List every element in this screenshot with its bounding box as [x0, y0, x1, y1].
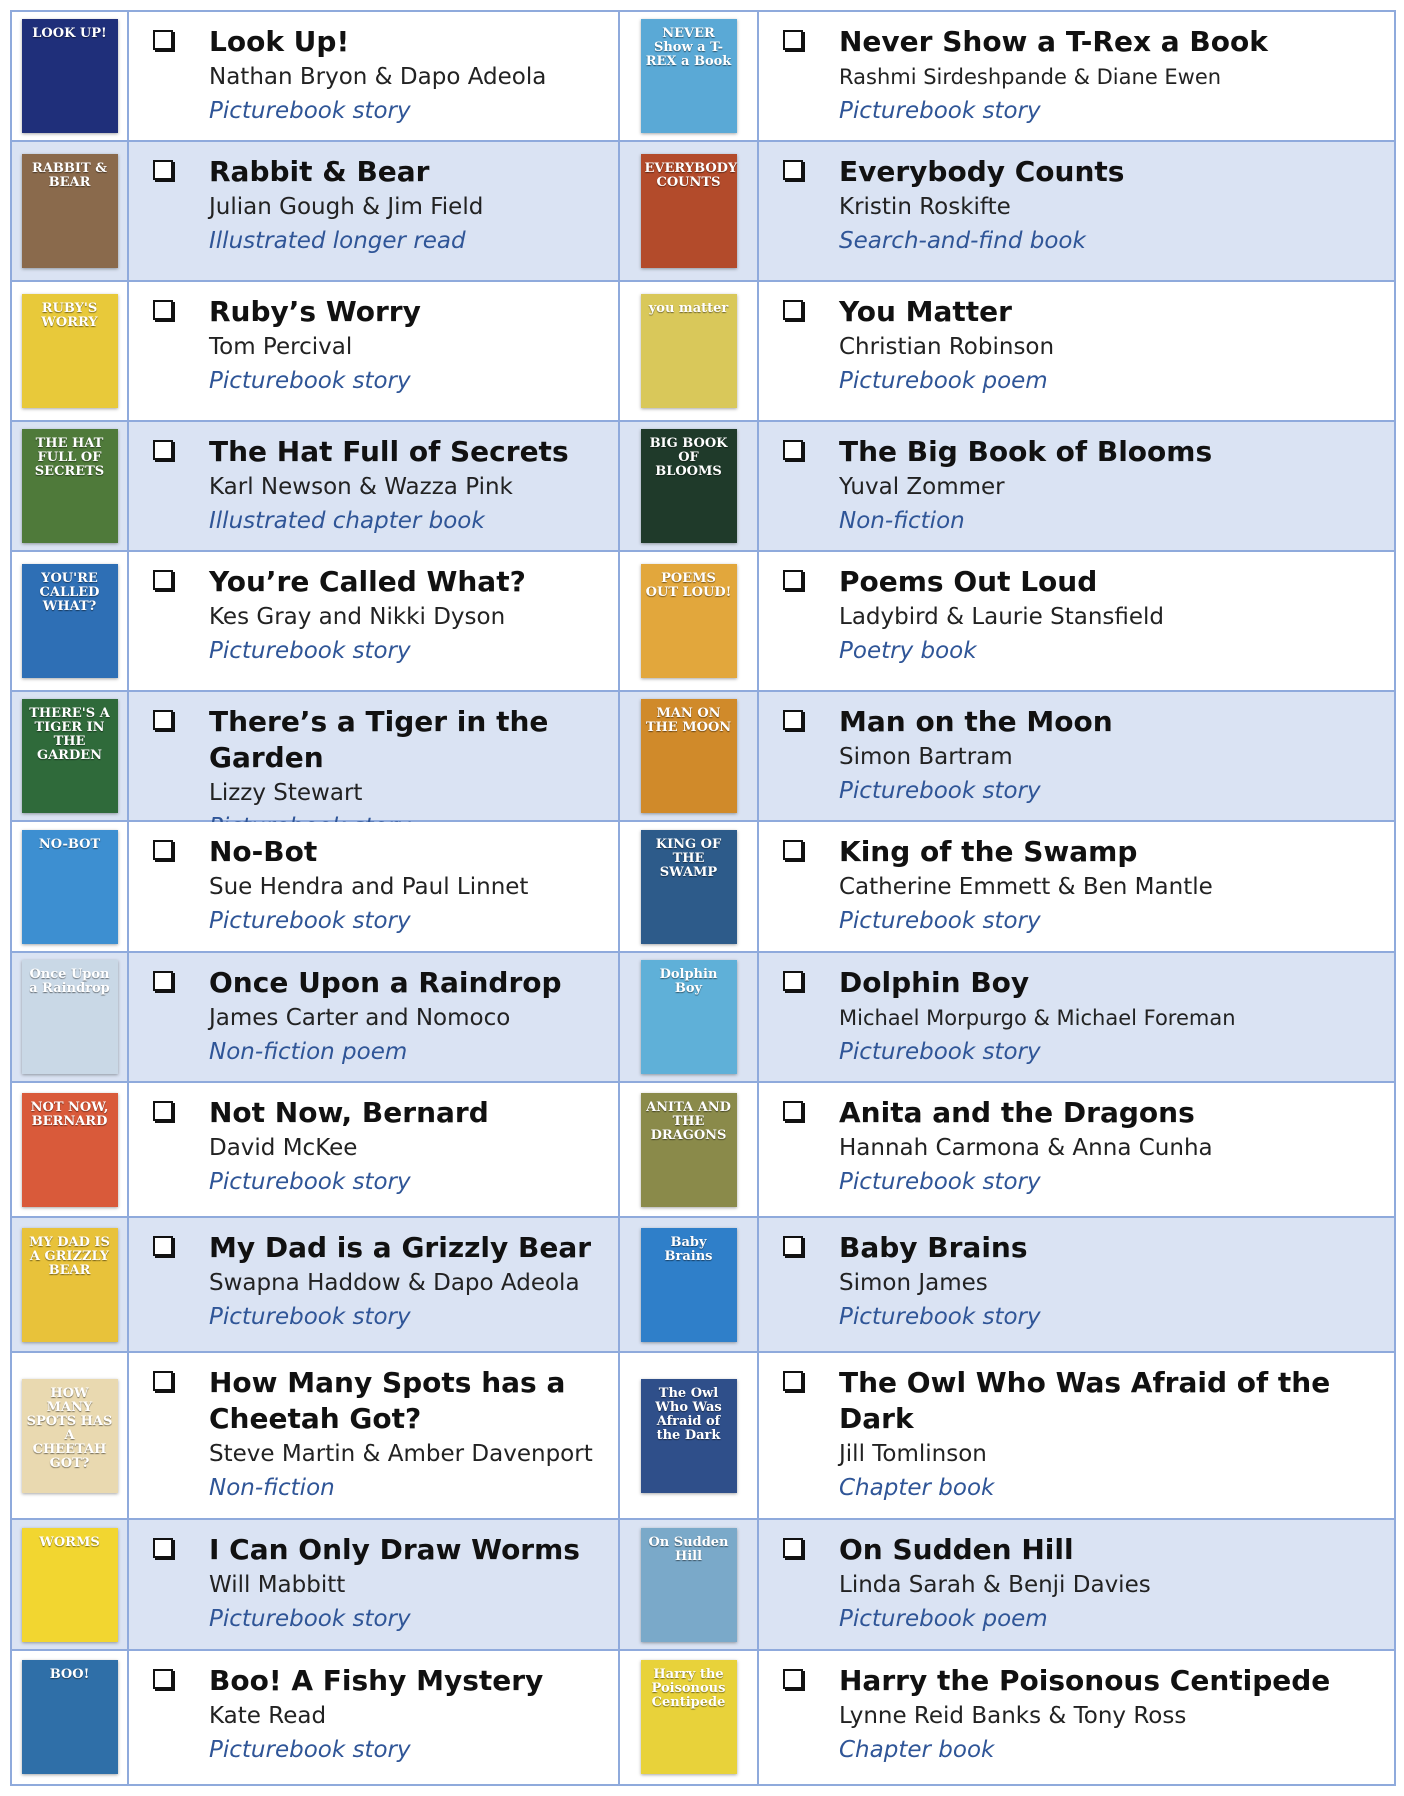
book-title: Never Show a T-Rex a Book [839, 25, 1268, 58]
book-cover-image [22, 699, 118, 813]
book-checkbox[interactable] [153, 440, 173, 460]
book-info-cell [128, 421, 619, 551]
book-cover-title: The Owl Who Was Afraid of the Dark [655, 1385, 722, 1443]
book-info-cell [128, 281, 619, 421]
book-author: Julian Gough & Jim Field [209, 194, 484, 221]
book-info-cell [128, 11, 619, 141]
book-cover-title: RABBIT & BEAR [32, 161, 107, 191]
book-checkbox[interactable] [153, 1669, 173, 1689]
book-checkbox[interactable] [783, 160, 803, 180]
book-checkbox[interactable] [153, 1101, 173, 1121]
book-checkbox[interactable] [783, 1669, 803, 1689]
book-genre: Picturebook story [209, 98, 411, 124]
book-cover-cell [11, 1217, 128, 1352]
book-title: Anita and the Dragons [839, 1096, 1195, 1130]
book-cover-cell [619, 1082, 758, 1217]
book-checkbox[interactable] [783, 840, 803, 860]
book-info-cell [128, 551, 619, 691]
book-cover-image [641, 1228, 737, 1342]
book-title: On Sudden Hill [839, 1533, 1074, 1567]
book-details [209, 294, 608, 398]
book-cover-image [22, 1379, 118, 1493]
book-author: Christian Robinson [839, 334, 1055, 361]
book-cover-image [22, 830, 118, 944]
book-cover-image [22, 1093, 118, 1207]
book-details [209, 1532, 608, 1636]
book-row [11, 1217, 1395, 1352]
book-details [839, 564, 1384, 668]
book-author: James Carter and Nomoco [209, 1004, 511, 1031]
book-cover-image [641, 1093, 737, 1207]
book-cover-image [641, 19, 737, 133]
book-details [209, 24, 608, 128]
book-genre: Picturebook story [839, 1038, 1041, 1065]
book-cover-cell [11, 1352, 128, 1519]
book-cover-title: NEVER Show a T-REX a Book [645, 26, 732, 70]
book-genre: Non-fiction poem [209, 1038, 408, 1065]
book-title: The Hat Full of Secrets [209, 434, 569, 468]
book-title: There’s a Tiger in the Garden [209, 704, 549, 774]
book-checkbox[interactable] [783, 710, 803, 730]
book-cover-image [641, 699, 737, 813]
book-row [11, 551, 1395, 691]
book-details [839, 965, 1384, 1069]
book-title: Poems Out Loud [839, 565, 1098, 599]
book-title: The Big Book of Blooms [839, 434, 1213, 468]
book-info-cell [128, 1217, 619, 1352]
book-genre: Picturebook poem [839, 1606, 1048, 1633]
book-cover-cell [11, 11, 128, 141]
book-row [11, 1650, 1395, 1785]
book-author: Kristin Roskifte [839, 194, 1011, 221]
book-cover-cell [619, 551, 758, 691]
book-cover-cell [11, 1650, 128, 1785]
book-author: Simon James [839, 1270, 988, 1297]
book-title: How Many Spots has a Cheetah Got? [209, 1366, 566, 1436]
book-genre: Picturebook story [209, 908, 411, 935]
book-checkbox[interactable] [783, 570, 803, 590]
book-info-cell [758, 11, 1395, 141]
book-info-cell [758, 691, 1395, 821]
book-checkbox[interactable] [783, 1538, 803, 1558]
book-cover-image [641, 564, 737, 678]
book-author: Ladybird & Laurie Stansfield [839, 604, 1165, 631]
book-title: Everybody Counts [839, 155, 1125, 189]
book-cover-title: MAN ON THE MOON [645, 706, 732, 736]
book-details [839, 294, 1384, 398]
book-title: Dolphin Boy [839, 965, 1030, 999]
book-info-cell [128, 1352, 619, 1519]
book-genre: Picturebook story [839, 98, 1041, 124]
book-cover-image [22, 429, 118, 543]
book-genre: Picturebook story [839, 1304, 1041, 1331]
book-details [839, 1365, 1384, 1505]
book-author: Steve Martin & Amber Davenport [209, 1441, 593, 1468]
book-author: Linda Sarah & Benji Davies [839, 1572, 1151, 1599]
book-cover-image [641, 294, 737, 408]
book-info-cell [758, 1352, 1395, 1519]
book-genre: Non-fiction [839, 507, 965, 534]
book-cover-title: RUBY'S WORRY [41, 300, 98, 330]
book-details [839, 1095, 1384, 1199]
book-cover-cell [11, 141, 128, 281]
book-checkbox[interactable] [153, 160, 173, 180]
book-checkbox[interactable] [153, 710, 173, 730]
book-cover-image [22, 1660, 118, 1774]
book-info-cell [128, 1519, 619, 1649]
book-title: Boo! A Fishy Mystery [209, 1663, 544, 1697]
book-author: Jill Tomlinson [839, 1441, 987, 1468]
book-row [11, 1352, 1395, 1519]
book-genre: Chapter book [839, 1736, 995, 1763]
book-info-cell [128, 1650, 619, 1785]
book-title: I Can Only Draw Worms [209, 1533, 580, 1567]
book-cover-cell [11, 691, 128, 821]
book-details [209, 965, 608, 1069]
book-author: Rashmi Sirdeshpande & Diane Ewen [839, 65, 1222, 89]
book-genre: Picturebook story [839, 1169, 1041, 1196]
book-cover-image [641, 154, 737, 268]
book-info-cell [758, 421, 1395, 551]
book-checkbox[interactable] [783, 30, 803, 50]
book-cover-image [22, 294, 118, 408]
book-details [839, 834, 1384, 938]
book-cover-image [641, 1528, 737, 1642]
book-cover-title: you matter [648, 300, 729, 316]
book-row [11, 952, 1395, 1082]
book-details [209, 564, 608, 668]
book-cover-title: Once Upon a Raindrop [29, 966, 110, 996]
book-details [209, 834, 608, 938]
book-cover-title: LOOK UP! [32, 26, 107, 42]
book-cover-cell [619, 821, 758, 951]
book-author: Lizzy Stewart [209, 779, 363, 806]
book-title: King of the Swamp [839, 835, 1138, 869]
book-info-cell [758, 551, 1395, 691]
book-info-cell [128, 691, 619, 821]
book-details [209, 154, 608, 258]
book-cover-cell [619, 421, 758, 551]
book-cover-image [22, 1228, 118, 1342]
book-cover-cell [619, 691, 758, 821]
book-author: Simon Bartram [839, 743, 1013, 770]
book-checkbox[interactable] [783, 971, 803, 991]
book-author: Karl Newson & Wazza Pink [209, 473, 513, 500]
book-list-table [10, 10, 1396, 1786]
book-title: Rabbit & Bear [209, 155, 430, 189]
book-genre: Picturebook story [209, 1304, 411, 1331]
book-genre: Picturebook story [209, 368, 411, 395]
book-cover-image [641, 1660, 737, 1774]
book-cover-image [22, 154, 118, 268]
book-cover-image [641, 1379, 737, 1493]
book-cover-title: NO-BOT [38, 836, 101, 852]
book-cover-cell [619, 1217, 758, 1352]
book-row [11, 1519, 1395, 1649]
book-genre: Picturebook story [839, 777, 1041, 804]
book-title: My Dad is a Grizzly Bear [209, 1231, 592, 1265]
book-genre: Poetry book [839, 638, 977, 665]
book-cover-cell [11, 551, 128, 691]
book-details [839, 24, 1384, 128]
book-row [11, 281, 1395, 421]
book-cover-title: WORMS [39, 1534, 100, 1550]
book-title: Baby Brains [839, 1231, 1028, 1265]
book-genre: Picturebook story [209, 1736, 411, 1763]
book-checkbox[interactable] [153, 840, 173, 860]
book-details [209, 1095, 608, 1199]
book-author: David McKee [209, 1135, 358, 1162]
book-author: Tom Percival [209, 334, 353, 361]
book-row [11, 691, 1395, 821]
book-cover-title: BIG BOOK OF BLOOMS [649, 435, 728, 479]
book-author: Sue Hendra and Paul Linnet [209, 874, 529, 901]
book-cover-title: BOO! [49, 1667, 90, 1683]
book-title: Look Up! [209, 25, 350, 58]
book-cover-title: MY DAD IS A GRIZZLY BEAR [29, 1234, 110, 1278]
book-author: Kes Gray and Nikki Dyson [209, 604, 506, 631]
book-info-cell [128, 821, 619, 951]
book-cover-cell [11, 1082, 128, 1217]
book-info-cell [758, 952, 1395, 1082]
book-cover-title: THE HAT FULL OF SECRETS [34, 435, 105, 479]
book-cover-cell [11, 421, 128, 551]
book-checkbox[interactable] [153, 570, 173, 590]
book-cover-image [641, 830, 737, 944]
book-checkbox[interactable] [153, 1371, 173, 1391]
book-details [839, 434, 1384, 538]
book-list-body [11, 11, 1395, 1785]
book-details [839, 1532, 1384, 1636]
book-info-cell [758, 1519, 1395, 1649]
book-row [11, 141, 1395, 281]
book-title: Harry the Poisonous Centipede [839, 1663, 1331, 1697]
book-title: Not Now, Bernard [209, 1096, 489, 1130]
book-cover-image [22, 564, 118, 678]
book-title: No-Bot [209, 835, 318, 869]
book-cover-cell [619, 1352, 758, 1519]
book-title: Once Upon a Raindrop [209, 965, 562, 999]
book-author: Kate Read [209, 1702, 327, 1729]
book-cover-title: NOT NOW, BERNARD [30, 1099, 109, 1129]
book-genre: Picturebook poem [839, 368, 1048, 395]
book-cover-title: HOW MANY SPOTS HAS A CHEETAH GOT? [26, 1385, 113, 1471]
book-author: Yuval Zommer [839, 473, 1005, 500]
book-cover-cell [11, 281, 128, 421]
book-cover-title: On Sudden Hill [648, 1534, 729, 1564]
book-cover-cell [619, 141, 758, 281]
book-info-cell [758, 821, 1395, 951]
book-genre: Non-fiction [209, 1475, 335, 1502]
book-genre: Illustrated chapter book [209, 507, 485, 534]
book-cover-image [641, 960, 737, 1074]
book-author: Swapna Haddow & Dapo Adeola [209, 1270, 580, 1297]
book-details [209, 1230, 608, 1334]
book-checkbox[interactable] [153, 300, 173, 320]
book-row [11, 11, 1395, 141]
book-genre: Picturebook story [839, 908, 1041, 935]
book-author: Catherine Emmett & Ben Mantle [839, 874, 1213, 901]
book-checkbox[interactable] [783, 440, 803, 460]
book-details [839, 1230, 1384, 1334]
book-title: You Matter [839, 295, 1012, 329]
book-author: Michael Morpurgo & Michael Foreman [839, 1005, 1236, 1030]
book-row [11, 1082, 1395, 1217]
book-cover-image [22, 960, 118, 1074]
book-info-cell [758, 1082, 1395, 1217]
book-cover-image [22, 1528, 118, 1642]
book-cover-title: EVERYBODY COUNTS [644, 161, 738, 191]
book-info-cell [758, 1217, 1395, 1352]
book-cover-cell [11, 821, 128, 951]
book-cover-title: THERE'S A TIGER IN THE GARDEN [29, 706, 110, 764]
book-genre: Search-and-find book [839, 228, 1086, 255]
book-details [839, 704, 1384, 808]
book-info-cell [758, 1650, 1395, 1785]
book-cover-title: YOU'RE CALLED WHAT? [39, 571, 100, 614]
book-cover-title: Dolphin Boy [659, 966, 718, 996]
book-genre: Picturebook story [209, 1606, 411, 1633]
book-title: You’re Called What? [209, 565, 526, 599]
book-cover-cell [619, 952, 758, 1082]
book-checkbox[interactable] [783, 1371, 803, 1391]
book-cover-title: POEMS OUT LOUD! [645, 571, 732, 600]
book-cover-title: ANITA AND THE DRAGONS [646, 1099, 731, 1143]
book-details [209, 1365, 608, 1505]
book-genre: Illustrated longer read [209, 228, 466, 255]
book-checkbox[interactable] [783, 1236, 803, 1256]
book-cover-title: Baby Brains [664, 1234, 713, 1264]
book-details [209, 1663, 608, 1767]
book-details [209, 434, 608, 538]
book-cover-cell [619, 11, 758, 141]
book-title: The Owl Who Was Afraid of the Dark [839, 1366, 1331, 1436]
book-cover-title: Harry the Poisonous Centipede [651, 1667, 726, 1711]
book-checkbox[interactable] [783, 300, 803, 320]
book-cover-cell [619, 1650, 758, 1785]
book-checkbox[interactable] [153, 971, 173, 991]
book-info-cell [758, 141, 1395, 281]
book-checkbox[interactable] [153, 1236, 173, 1256]
book-title: Ruby’s Worry [209, 295, 421, 329]
book-cover-image [641, 429, 737, 543]
book-author: Nathan Bryon & Dapo Adeola [209, 64, 547, 90]
book-details [839, 154, 1384, 258]
book-cover-cell [619, 281, 758, 421]
book-cover-image [22, 19, 118, 133]
book-author: Lynne Reid Banks & Tony Ross [839, 1702, 1187, 1729]
book-author: Hannah Carmona & Anna Cunha [839, 1135, 1213, 1162]
book-info-cell [128, 1082, 619, 1217]
book-cover-cell [11, 1519, 128, 1649]
book-author: Will Mabbitt [209, 1572, 346, 1599]
book-cover-cell [11, 952, 128, 1082]
book-checkbox[interactable] [153, 30, 173, 50]
book-info-cell [128, 141, 619, 281]
book-row [11, 821, 1395, 951]
book-cover-cell [619, 1519, 758, 1649]
book-cover-title: KING OF THE SWAMP [655, 836, 722, 880]
book-checkbox[interactable] [783, 1101, 803, 1121]
book-title: Man on the Moon [839, 704, 1113, 738]
book-info-cell [128, 952, 619, 1082]
book-genre: Picturebook story [209, 638, 411, 665]
book-genre: Picturebook story [209, 1169, 411, 1196]
book-info-cell [758, 281, 1395, 421]
book-row [11, 421, 1395, 551]
book-details [839, 1663, 1384, 1767]
book-checkbox[interactable] [153, 1538, 173, 1558]
book-genre: Chapter book [839, 1475, 995, 1502]
